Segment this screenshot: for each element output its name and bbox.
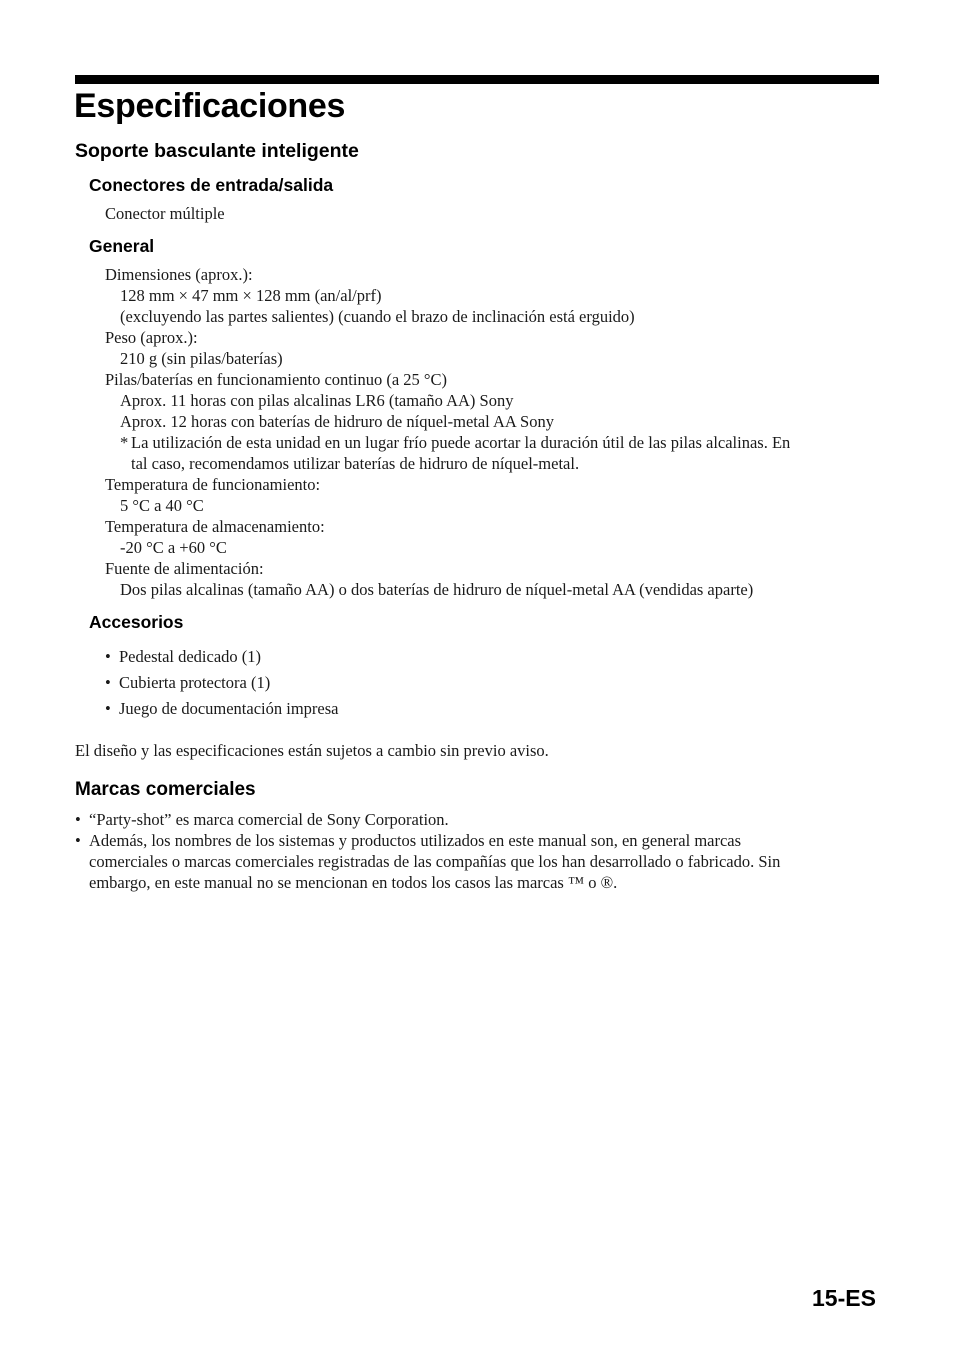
trademark-item-1: “Party-shot” es marca comercial de Sony Corporation. (89, 810, 449, 829)
accessory-item: Juego de documentación impresa (119, 699, 339, 718)
storage-temp-label: Temperatura de almacenamiento: (105, 517, 325, 536)
dimensions-value: 128 mm × 47 mm × 128 mm (an/al/prf) (120, 286, 382, 305)
page-title: Especificaciones (74, 87, 346, 125)
weight-label: Peso (aprox.): (105, 328, 198, 347)
power-value: Dos pilas alcalinas (tamaño AA) o dos baterías de hidruro de níquel-metal AA (vendidas aparte) (120, 580, 754, 599)
general-heading: General (89, 236, 155, 256)
connectors-value: Conector múltiple (105, 204, 225, 223)
battery-label: Pilas/baterías en funcionamiento continuo (a 25 °C) (105, 370, 448, 389)
battery-note-line-2: tal caso, recomendamos utilizar baterías de hidruro de níquel-metal. (131, 454, 580, 473)
accessory-item: Pedestal dedicado (1) (119, 647, 262, 666)
accessory-item: Cubierta protectora (1) (119, 673, 271, 692)
trademark-item-2-line-2: comerciales o marcas comerciales registradas de las compañías que los han desarrollado o fabricado. Sin (89, 852, 781, 871)
trademark-bullet: • (75, 810, 81, 829)
accessory-bullet: • (105, 647, 111, 666)
battery-note-line-1: La utilización de esta unidad en un lugar frío puede acortar la duración útil de las pilas alcalinas. En (131, 433, 791, 452)
connectors-heading: Conectores de entrada/salida (89, 175, 334, 195)
op-temp-label: Temperatura de funcionamiento: (105, 475, 321, 494)
trademark-bullet: • (75, 831, 81, 850)
accessory-bullet: • (105, 673, 111, 692)
storage-temp-value: -20 °C a +60 °C (120, 538, 227, 557)
weight-value: 210 g (sin pilas/baterías) (120, 349, 283, 368)
battery-value-1: Aprox. 11 horas con pilas alcalinas LR6 (tamaño AA) Sony (120, 391, 514, 410)
op-temp-value: 5 °C a 40 °C (120, 496, 204, 515)
section-heading: Soporte basculante inteligente (75, 140, 359, 162)
header-rule (75, 75, 879, 84)
page-number: 15-ES (812, 1285, 876, 1311)
battery-value-2: Aprox. 12 horas con baterías de hidruro de níquel-metal AA Sony (120, 412, 554, 431)
accessories-heading: Accesorios (89, 612, 184, 632)
accessory-bullet: • (105, 699, 111, 718)
battery-note-mark: * (120, 433, 129, 452)
trademark-item-2-line-3: embargo, en este manual no se mencionan en todos los casos las marcas ™ o ®. (89, 873, 618, 892)
dimensions-label: Dimensiones (aprox.): (105, 265, 253, 284)
disclaimer: El diseño y las especificaciones están sujetos a cambio sin previo aviso. (75, 741, 549, 760)
power-label: Fuente de alimentación: (105, 559, 264, 578)
trademarks-heading: Marcas comerciales (75, 779, 256, 800)
dimensions-note: (excluyendo las partes salientes) (cuando el brazo de inclinación está erguido) (120, 307, 635, 326)
trademark-item-2-line-1: Además, los nombres de los sistemas y productos utilizados en este manual son, en general marcas (89, 831, 742, 850)
